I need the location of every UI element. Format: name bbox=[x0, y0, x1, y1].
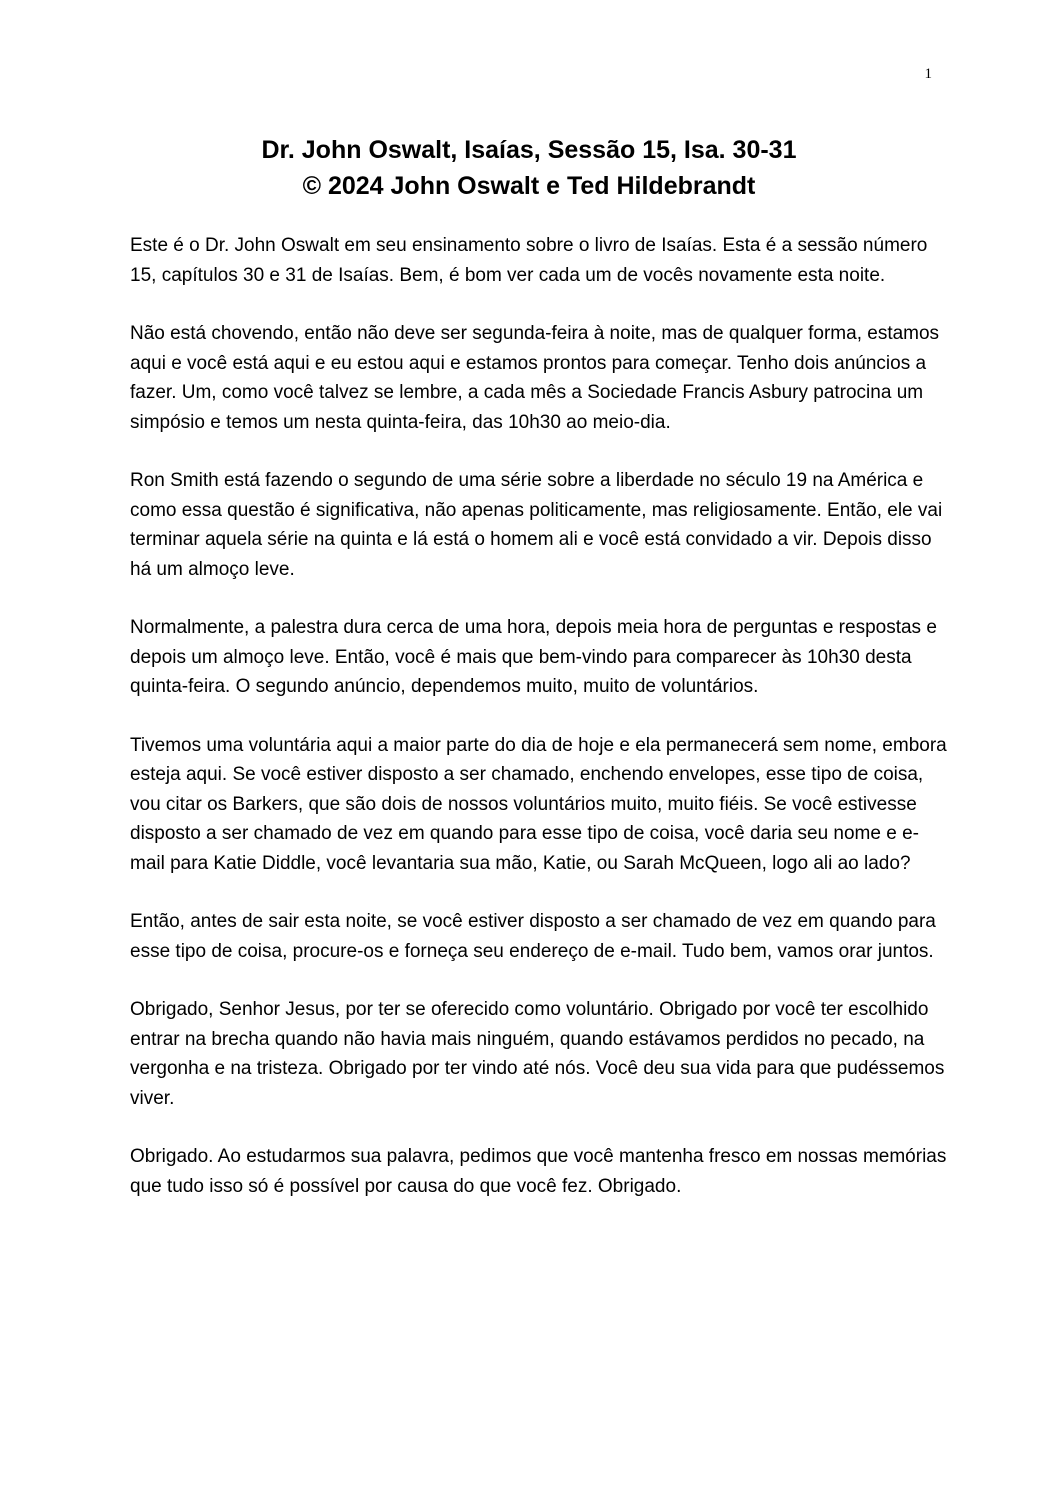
paragraph: Obrigado. Ao estudarmos sua palavra, pedimos que você mantenha fresco em nossas memórias que tudo isso só é possível por causa do que você fez. Obrigado. bbox=[130, 1146, 947, 1197]
paragraph: Obrigado, Senhor Jesus, por ter se oferecido como voluntário. Obrigado por você ter escolhido entrar na brecha quando não havia mais ninguém, quando estávamos perdidos no pecado, na vergonha e na tristeza. Obrigado por ter vindo até nós. Você deu sua vida para que pudéssemos viver. bbox=[130, 999, 945, 1109]
document-body bbox=[130, 231, 950, 1230]
paragraph: Não está chovendo, então não deve ser segunda-feira à noite, mas de qualquer forma, estamos aqui e você está aqui e eu estou aqui e estamos prontos para começar. Tenho dois anúncios a fazer. Um, como você talvez se lembre, a cada mês a Sociedade Francis Asbury patrocina um simpósio e temos um nesta quinta-feira, das 10h30 ao meio-dia. bbox=[130, 323, 940, 433]
document-title bbox=[0, 132, 1058, 204]
page-number: 1 bbox=[924, 66, 932, 82]
paragraph: Ron Smith está fazendo o segundo de uma série sobre a liberdade no século 19 na América e como essa questão é significativa, não apenas politicamente, mas religiosamente. Então, ele vai terminar aquela série na quinta e lá está o homem ali e você está convidado a vir. Depois disso há um almoço leve. bbox=[130, 470, 943, 580]
title-line-1: Dr. John Oswalt, Isaías, Sessão 15, Isa. 30-31 bbox=[261, 136, 797, 164]
paragraph: Tivemos uma voluntária aqui a maior parte do dia de hoje e ela permanecerá sem nome, embora esteja aqui. Se você estiver disposto a ser chamado, enchendo envelopes, esse tipo de coisa, vou citar os Barkers, que são dois de nossos voluntários muito, muito fiéis. Se você estivesse disposto a ser chamado de vez em quando para esse tipo de coisa, você daria seu nome e e-mail para Katie Diddle, você levantaria sua mão, Katie, ou Sarah McQueen, logo ali ao lado? bbox=[130, 734, 947, 874]
title-line-2: © 2024 John Oswalt e Ted Hildebrandt bbox=[302, 172, 756, 200]
paragraph: Então, antes de sair esta noite, se você estiver disposto a ser chamado de vez em quando para esse tipo de coisa, procure-os e forneça seu endereço de e-mail. Tudo bem, vamos orar juntos. bbox=[130, 911, 936, 962]
paragraph: Normalmente, a palestra dura cerca de uma hora, depois meia hora de perguntas e respostas e depois um almoço leve. Então, você é mais que bem-vindo para comparecer às 10h30 desta quinta-feira. O segundo anúncio, dependemos muito, muito de voluntários. bbox=[130, 617, 937, 697]
paragraph: Este é o Dr. John Oswalt em seu ensinamento sobre o livro de Isaías. Esta é a sessão número 15, capítulos 30 e 31 de Isaías. Bem, é bom ver cada um de vocês novamente esta noite. bbox=[130, 235, 928, 286]
